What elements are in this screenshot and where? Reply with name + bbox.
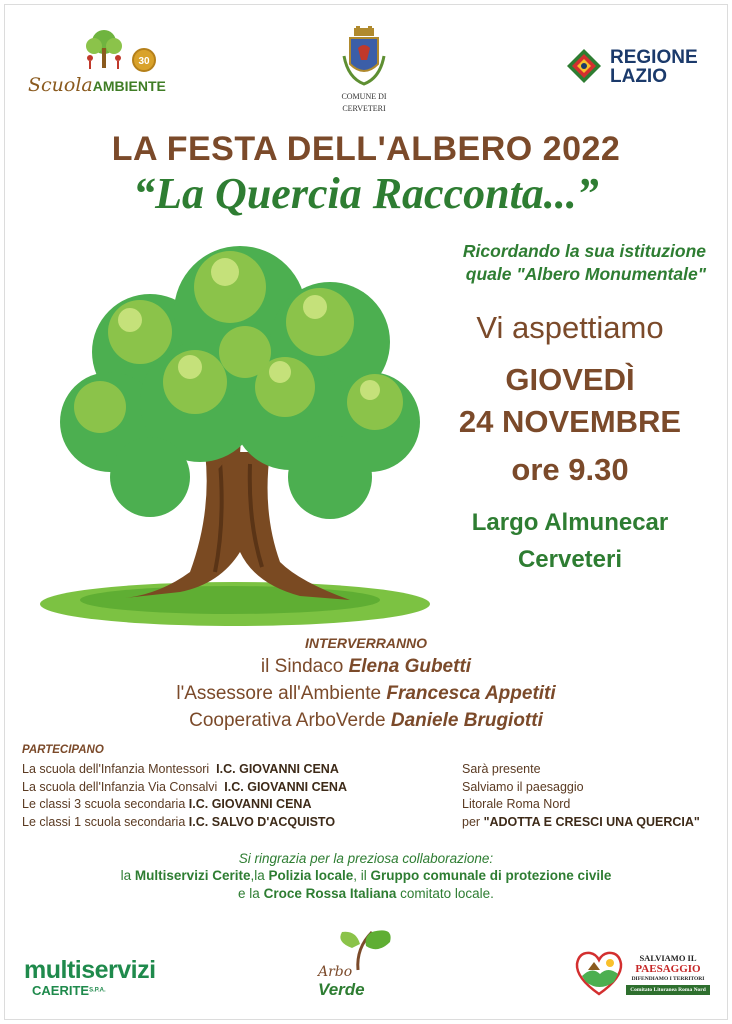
- event-title: LA FESTA DELL'ALBERO 2022: [111, 130, 621, 168]
- verde-text: Verde: [318, 980, 365, 999]
- salviamo-line1: SALVIAMO IL: [639, 953, 697, 963]
- salviamo-line2: PAESAGGIO: [635, 963, 701, 975]
- participant-row: La scuola dell'Infanzia Montessori I.C. GIOVANNI CENA: [22, 762, 339, 776]
- thanks-line2: [0, 868, 732, 883]
- heart-landscape-icon: [574, 950, 624, 996]
- event-day: GIOVEDÌ: [505, 362, 635, 397]
- coat-of-arms-icon: [340, 26, 388, 90]
- multiservizi-sub: CAERITES.P.A.: [32, 983, 106, 999]
- sara-presente-line3: Litorale Roma Nord: [462, 797, 571, 811]
- thanks-intro: Si ringrazia per la preziosa collaborazione:: [238, 851, 494, 866]
- regione-line2: LAZIO: [610, 66, 667, 87]
- arbo-text: Arbo: [318, 964, 353, 980]
- salviamo-line4: Comitato Litoranea Roma Nord: [626, 985, 710, 995]
- participant-row: Le classi 3 scuola secondaria I.C. GIOVANNI CENA: [22, 797, 312, 811]
- thanks-segment: Croce Rossa Italiana: [263, 886, 397, 901]
- event-date: 24 NOVEMBRE: [458, 404, 682, 439]
- speaker-row: Cooperativa ArboVerde Daniele Brugiotti: [189, 710, 543, 731]
- comune-line1: COMUNE DI: [341, 92, 387, 101]
- sara-presente-line2: Salviamo il paesaggio: [462, 780, 584, 794]
- anniversary-badge: 30: [132, 48, 156, 72]
- invite-text: Vi aspettiamo: [476, 310, 664, 345]
- scuola-ambiente-wordmark: ScuolaAMBIENTE: [28, 74, 166, 96]
- thanks-segment: la: [120, 868, 135, 883]
- family-tree-icon: [76, 28, 132, 72]
- multiservizi-logo: [24, 956, 176, 1000]
- speaker-row: l'Assessore all'Ambiente Francesca Appetiti: [176, 683, 556, 704]
- event-time: ore 9.30: [511, 452, 629, 487]
- arboverde-logo: [314, 924, 404, 1004]
- thanks-segment: , il: [353, 868, 371, 883]
- ricordando-text: [386, 240, 706, 286]
- sara-presente-line1: Sarà presente: [462, 762, 541, 776]
- scuola-ambiente-logo: [28, 28, 178, 100]
- salviamo-line3: DIFENDIAMO I TERRITORI: [631, 976, 705, 982]
- multiservizi-wordmark: multiservizi: [24, 956, 156, 984]
- event-place-line1: Largo Almunecar: [471, 509, 669, 536]
- thanks-segment: e la: [238, 886, 264, 901]
- speaker-row: il Sindaco Elena Gubetti: [260, 656, 472, 677]
- interverranno-title: INTERVERRANNO: [304, 635, 428, 651]
- regione-line1: REGIONE: [610, 47, 698, 68]
- salviamo-paesaggio-logo: [574, 950, 710, 1000]
- event-place-line2: Cerveteri: [517, 546, 623, 573]
- regione-emblem-icon: [566, 48, 602, 84]
- thanks-segment: Gruppo comunale di protezione civile: [370, 868, 612, 883]
- regione-lazio-logo: [566, 46, 706, 86]
- comune-line2: CERVETERI: [342, 104, 386, 113]
- participant-row: Le classi 1 scuola secondaria I.C. SALVO D'ACQUISTO: [22, 815, 336, 829]
- sara-presente-line4: per "ADOTTA E CRESCI UNA QUERCIA": [462, 815, 700, 829]
- ricordando-line1: Ricordando la sua istituzione: [462, 241, 706, 261]
- comune-cerveteri-logo: [326, 26, 402, 118]
- thanks-segment: Multiservizi Cerite: [134, 868, 251, 883]
- ricordando-line2: quale "Albero Monumentale": [465, 264, 706, 284]
- thanks-segment: ,la: [250, 868, 269, 883]
- oak-tree-illustration: [30, 232, 430, 627]
- partecipano-title: PARTECIPANO: [22, 744, 104, 756]
- thanks-segment: comitato locale.: [396, 886, 494, 901]
- event-subtitle: “La Quercia Racconta...”: [133, 169, 599, 218]
- thanks-line3: [0, 886, 732, 901]
- participant-row: La scuola dell'Infanzia Via Consalvi I.C. GIOVANNI CENA: [22, 780, 347, 794]
- thanks-segment: Polizia locale: [268, 868, 354, 883]
